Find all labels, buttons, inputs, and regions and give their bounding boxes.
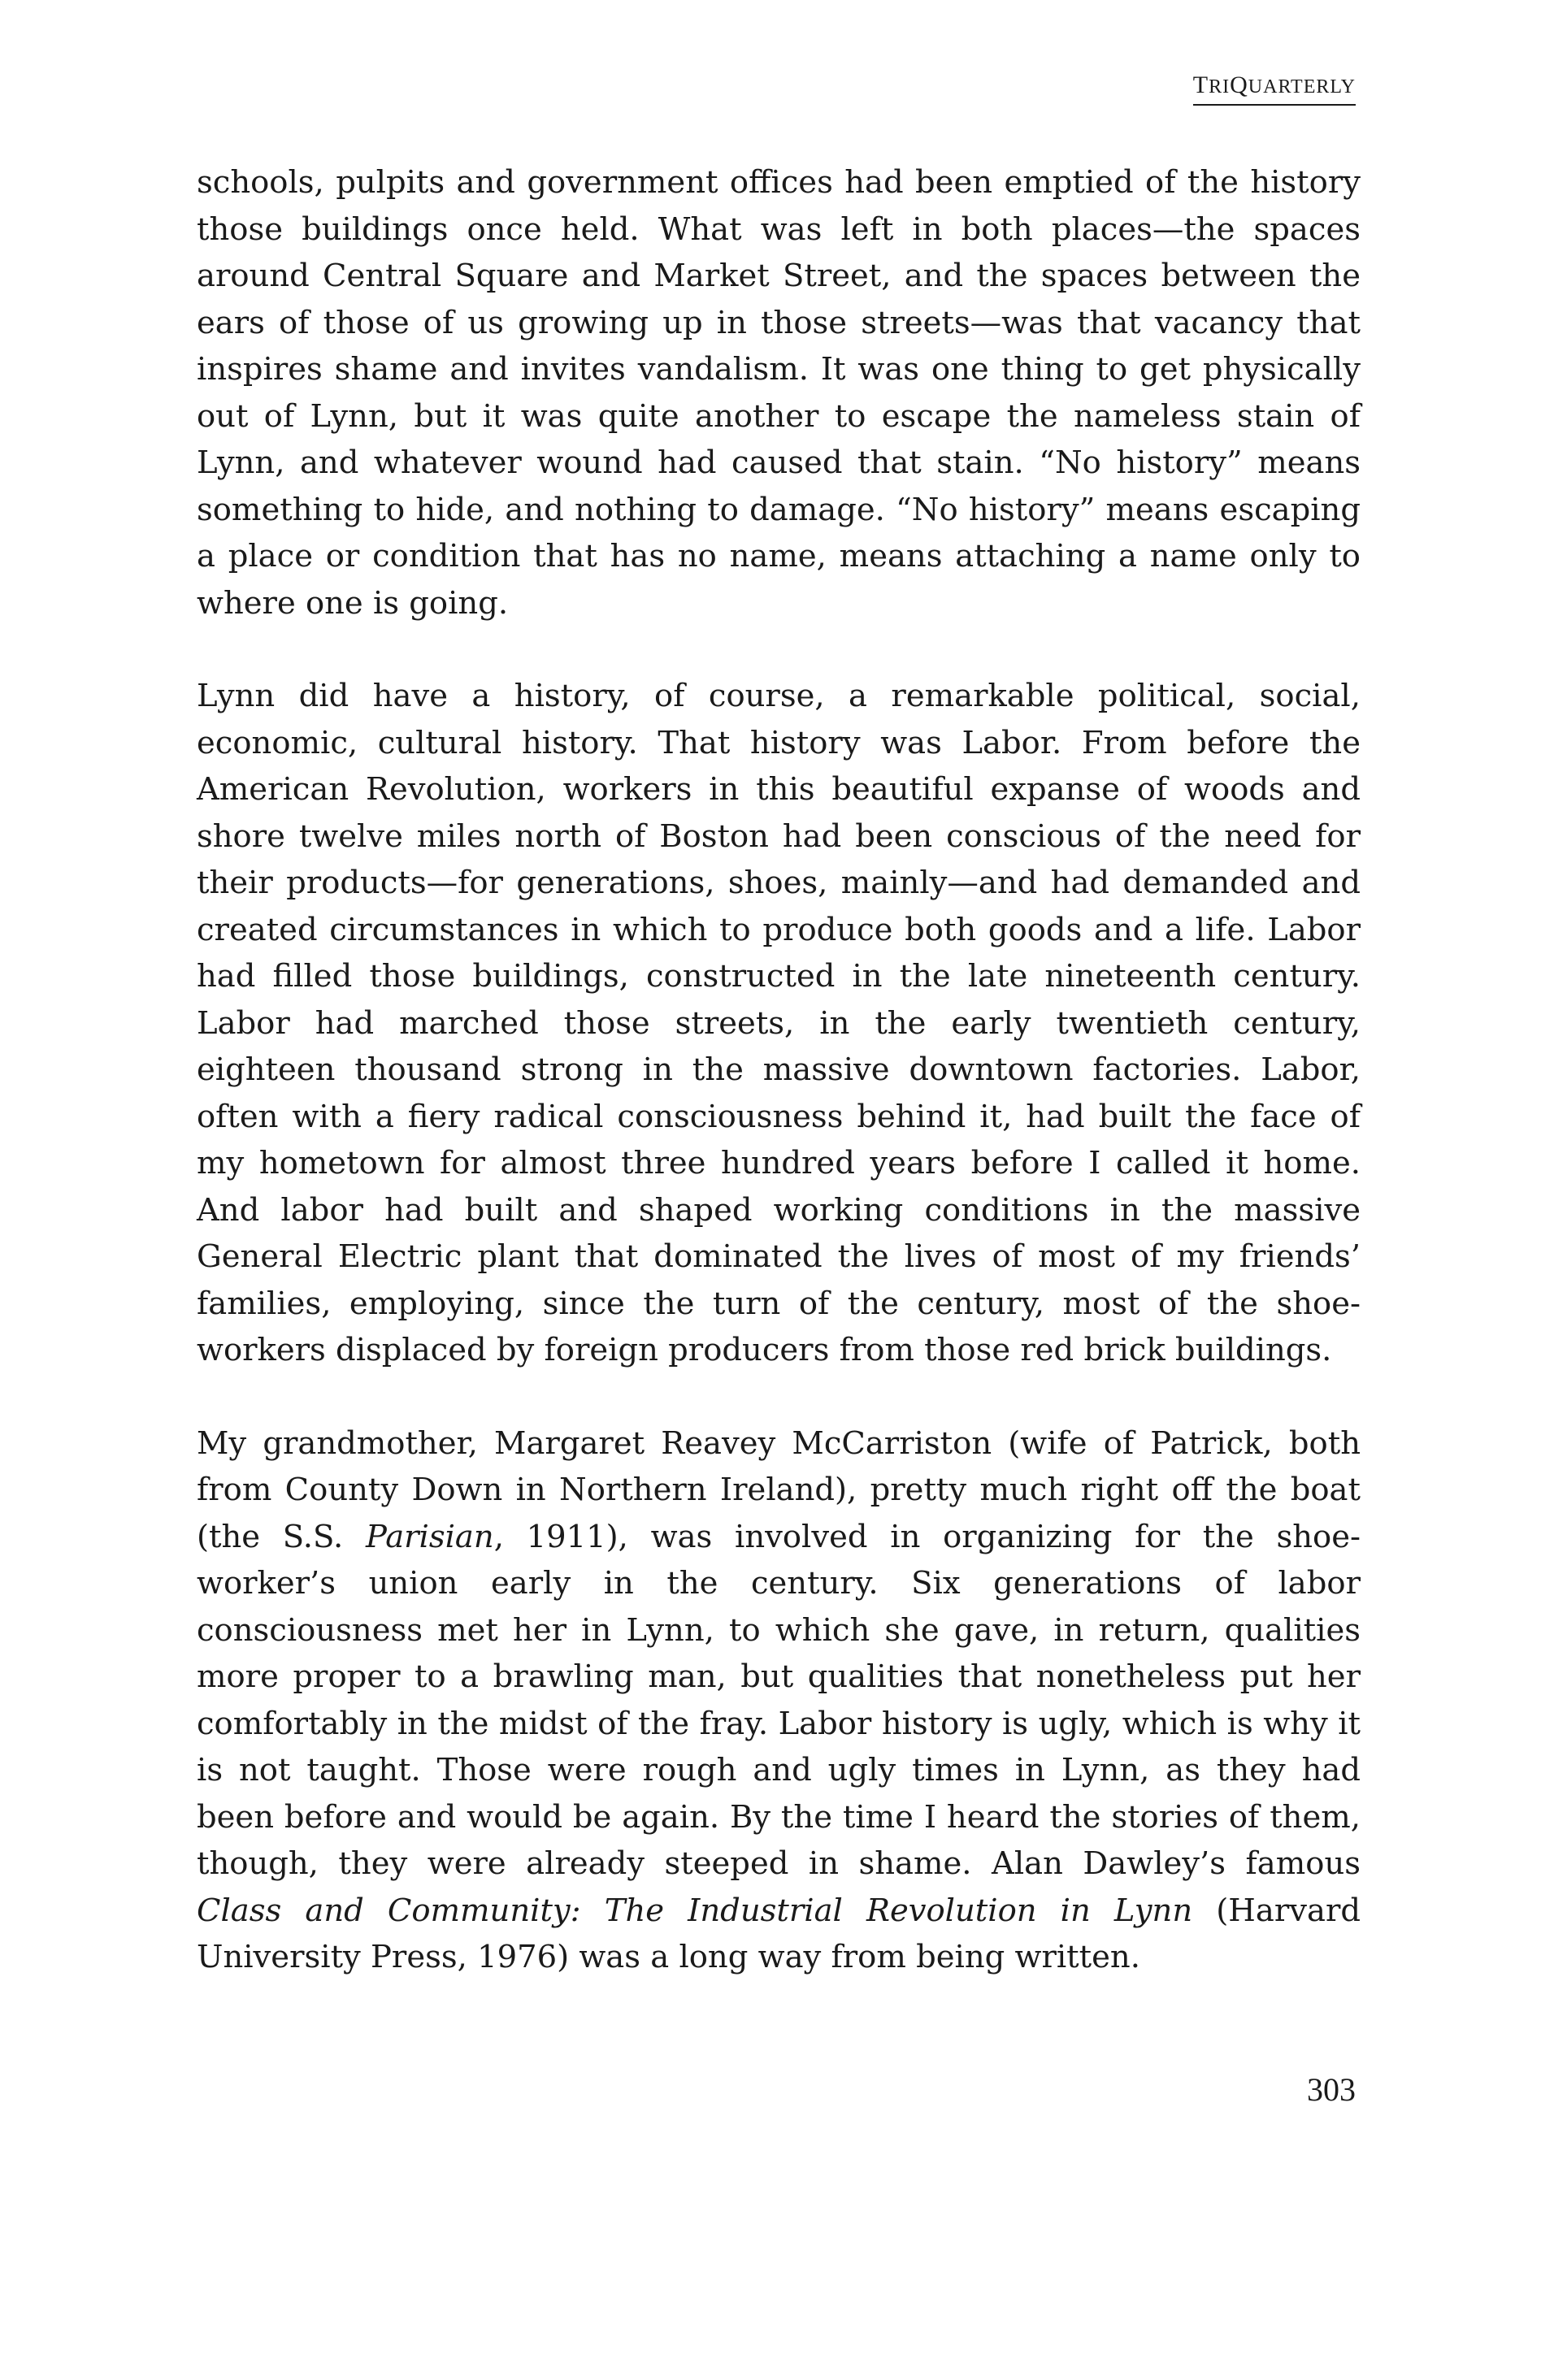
italic-text: Parisian [366,1518,494,1555]
italic-text: Class and Community: The Industrial Revolution in Lynn [197,1892,1193,1929]
body-text [197,159,1361,1981]
running-head-text: TRIQUARTERLY [1192,72,1356,98]
text-run: Lynn did have a history, of course, a remarkable political, social, economic, cultural history. That history was Labor. From before the American Revolution, workers in this beautiful expanse of woods and shore twelve miles north of Boston had been conscious of the need for their products—for generations, shoes, mainly—and had demanded and created circumstances in which to produce both goods and a life. Labor had filled those buildings, constructed in the late nineteenth century. Labor had marched those streets, in the early twentieth century, eighteen thousand strong in the massive downtown factories. Labor, often with a fiery radical consciousness behind it, had built the face of my hometown for almost three hundred years before I called it home. And labor had built and shaped working conditions in the massive General Electric plant that dominated the lives of most of my friends’ families, employing, since the turn of the century, most of the shoe-workers displaced by foreign producers from those red brick buildings. [197,678,1361,1368]
running-head [1193,72,1356,106]
text-run: schools, pulpits and government offices had been emptied of the history those buildings once held. What was left in both places—the spaces around Central Square and Market Street, and the spaces between the ears of those of us growing up in those streets—was that vacancy that inspires shame and invites vandalism. It was one thing to get physically out of Lynn, but it was quite another to escape the nameless stain of Lynn, and whatever wound had caused that stain. “No history” means something to hide, and nothing to damage. “No history” means escaping a place or condition that has no name, means attaching a name only to where one is going. [197,164,1361,622]
text-run: (Harvard University Press, 1976) was a long way from being written. [197,1892,1361,1975]
text-run: , 1911), was involved in organizing for the shoe-worker’s union early in the century. Six generations of labor consciousness met her in Lynn, to which she gave, in return, qualities more proper to a brawling man, but qualities that nonetheless put her comfortably in the midst of the fray. Labor history is ugly, which is why it is not taught. Those were rough and ugly times in Lynn, as they had been before and would be again. By the time I heard the stories of them, though, they were already steeped in shame. Alan Dawley’s famous [197,1518,1361,1882]
paragraph [197,673,1361,1374]
page-number: 303 [1307,2071,1356,2108]
paragraph [197,1420,1361,1981]
paragraph [197,159,1361,626]
text-run: My grandmother, Margaret Reavey McCarriston (wife of Patrick, both from County Down in Northern Ireland), pretty much right off the boat (the S.S. [197,1424,1361,1555]
